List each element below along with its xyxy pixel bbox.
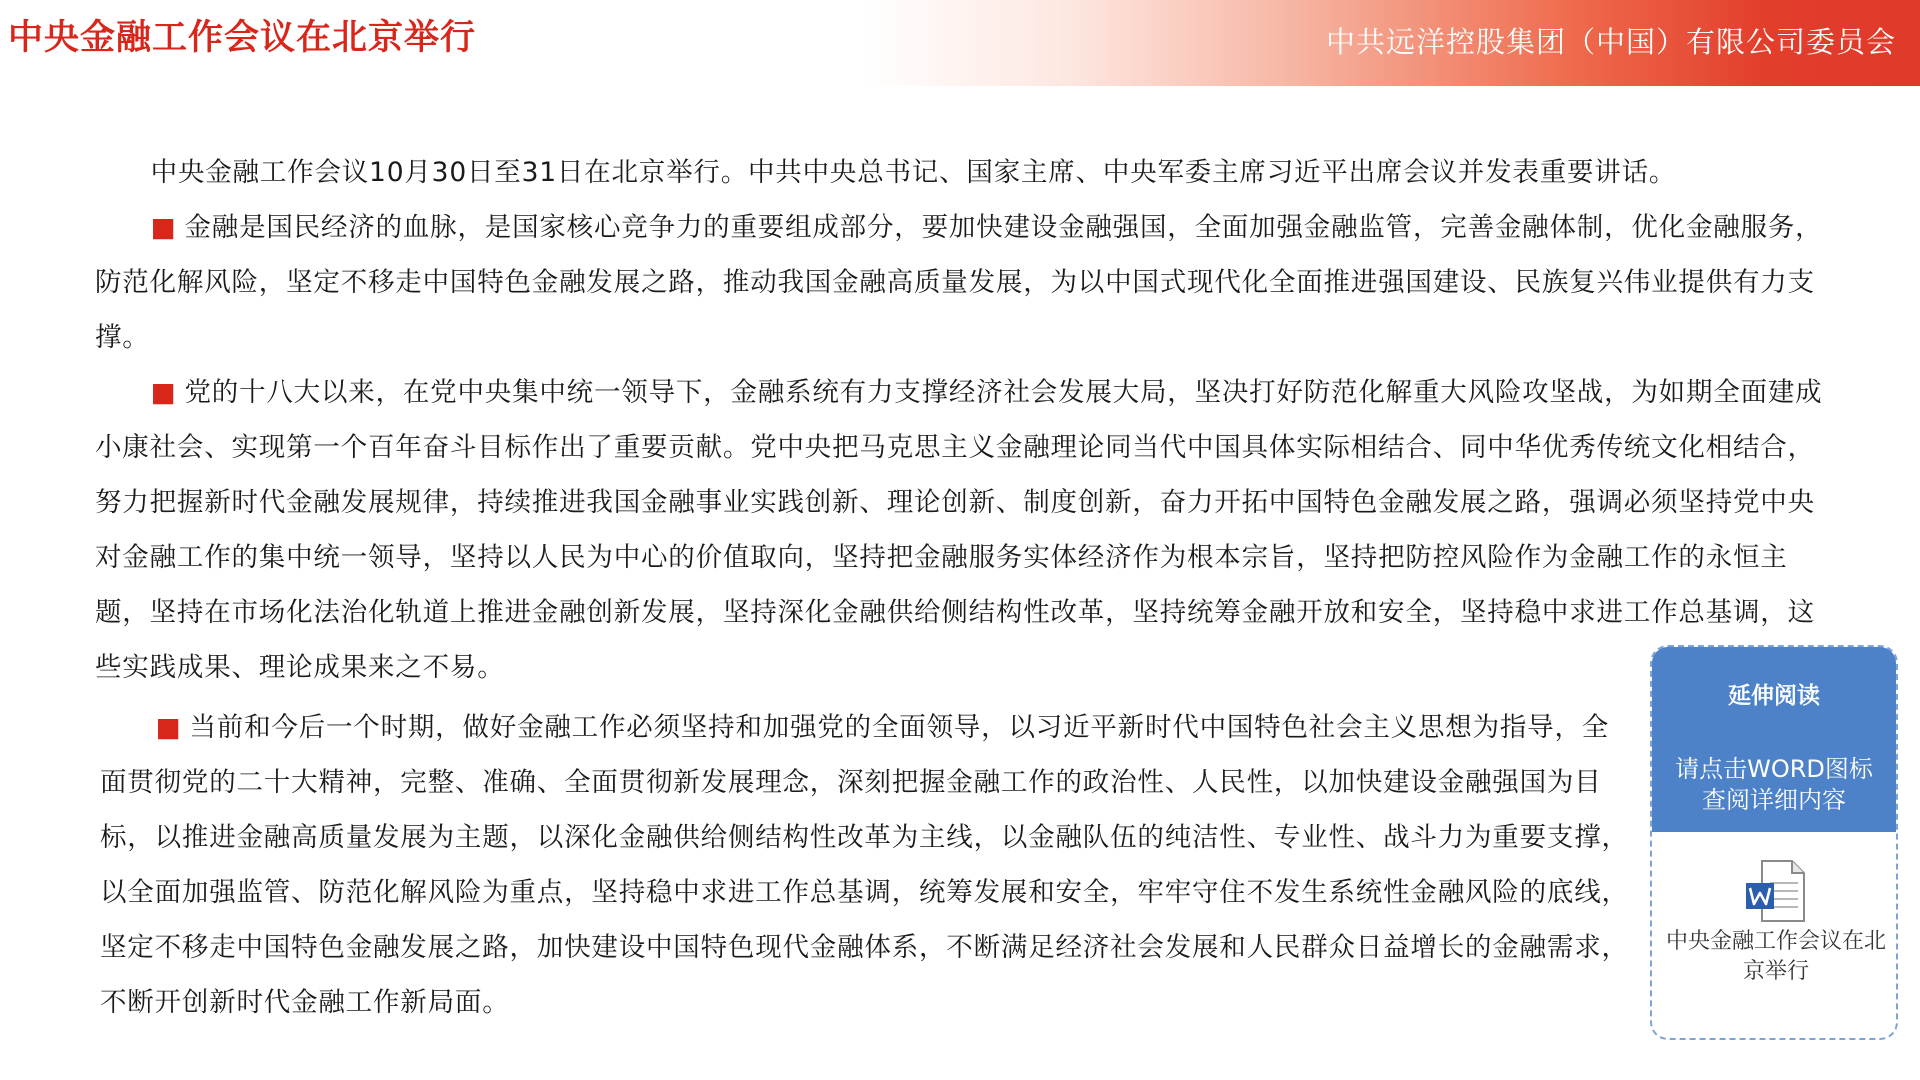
- extended-reading-description: 请点击WORD图标查阅详细内容: [1675, 755, 1873, 814]
- article-body: [95, 145, 1840, 695]
- extended-reading-header: [1652, 647, 1896, 832]
- extended-reading-panel[interactable]: [1650, 645, 1898, 1040]
- article-paragraph-1-text: 中央金融工作会议10月30日至31日在北京举行。中共中央总书记、国家主席、中央军委主席习近平出席会议并发表重要讲话。: [150, 157, 1677, 188]
- word-document-icon[interactable]: [1740, 857, 1810, 927]
- article-paragraph-2-text: 金融是国民经济的血脉，是国家核心竞争力的重要组成部分，要加快建设金融强国，全面加强金融监管，完善金融体制，优化金融服务，防范化解风险，坚定不移走中国特色金融发展之路，推动我国金融高质量发展，为以中国式现代化全面推进强国建设、民族复兴伟业提供有力支撑。: [95, 212, 1823, 353]
- red-square-bullet-icon: ■: [150, 377, 177, 408]
- document-link-label[interactable]: 中央金融工作会议在北京举行: [1665, 929, 1886, 984]
- article-paragraph-4-text: 当前和今后一个时期，做好金融工作必须坚持和加强党的全面领导，以习近平新时代中国特色社会主义思想为指导，全面贯彻党的二十大精神，完整、准确、全面贯彻新发展理念，深刻把握金融工作的政治性、人民性，以加快建设金融强国为目标，以推进金融高质量发展为主题，以深化金融供给侧结构性改革为主线，以金融队伍的纯洁性、专业性、战斗力为重要支撑，以全面加强监管、防范化解风险为重点，坚持稳中求进工作总基调，统筹发展和安全，牢牢守住不发生系统性金融风险的底线，坚定不移走中国特色金融发展之路，加快建设中国特色现代金融体系，不断满足经济社会发展和人民群众日益增长的金融需求，不断开创新时代金融工作新局面。: [100, 712, 1629, 1018]
- article-paragraph-3: [95, 365, 1840, 695]
- article-paragraph-4: [100, 700, 1635, 1030]
- red-square-bullet-icon: ■: [155, 712, 182, 743]
- extended-reading-title: 延伸阅读: [1728, 683, 1820, 709]
- page-title: 中央金融工作会议在北京举行: [8, 18, 477, 58]
- article-overlap-block: [100, 700, 1635, 1030]
- article-paragraph-3-text: 党的十八大以来，在党中央集中统一领导下，金融系统有力支撑经济社会发展大局，坚决打好防范化解重大风险攻坚战，为如期全面建成小康社会、实现第一个百年奋斗目标作出了重要贡献。党中央把马克思主义金融理论同当代中国具体实际相结合、同中华优秀传统文化相结合，努力把握新时代金融发展规律，持续推进我国金融事业实践创新、理论创新、制度创新，奋力开拓中国特色金融发展之路，强调必须坚持党中央对金融工作的集中统一领导，坚持以人民为中心的价值取向，坚持把金融服务实体经济作为根本宗旨，坚持把防控风险作为金融工作的永恒主题，坚持在市场化法治化轨道上推进金融创新发展，坚持深化金融供给侧结构性改革，坚持统筹金融开放和安全，坚持稳中求进工作总基调，这些实践成果、理论成果来之不易。: [95, 377, 1823, 683]
- organization-name: 中共远洋控股集团（中国）有限公司委员会: [1325, 25, 1896, 59]
- article-paragraph-1: [95, 145, 1840, 200]
- article-paragraph-2: [95, 200, 1840, 365]
- red-square-bullet-icon: ■: [150, 212, 177, 243]
